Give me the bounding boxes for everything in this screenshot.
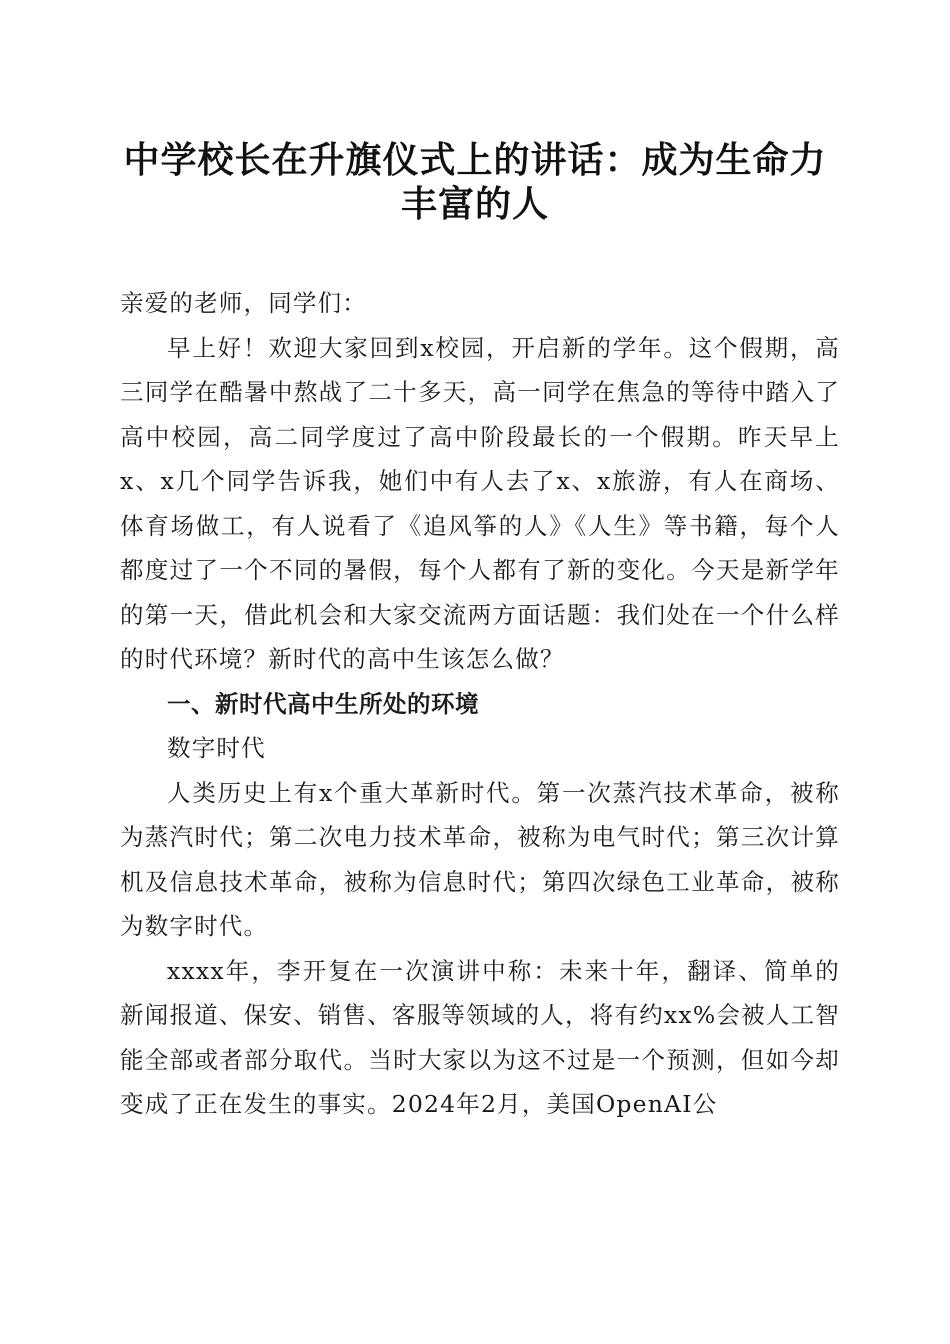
- section-heading: 一、新时代高中生所处的环境: [167, 689, 479, 718]
- paragraph-eras: 人类历史上有x个重大革新时代。第一次蒸汽技术革命，被称为蒸汽时代；第二次电力技术革命，被称为电气时代；第三次计算机及信息技术革命，被称为信息时代；第四次绿色工业革命，被称为数字时代。: [120, 778, 840, 940]
- document-title: 中学校长在升旗仪式上的讲话：成为生命力丰富的人: [123, 139, 827, 225]
- paragraph-greeting: 早上好！欢迎大家回到x校园，开启新的学年。这个假期，高三同学在酷暑中熬战了二十多天，高一同学在焦急的等待中踏入了高中校园，高二同学度过了高中阶段最长的一个假期。昨天早上x、x几个同学告诉我，她们中有人去了x、x旅游，有人在商场、体育场做工，有人说看了《追风筝的人》《人生》等书籍，每个人都度过了一个不同的暑假，每个人都有了新的变化。今天是新学年的第一天，借此机会和大家交流两方面话题：我们处在一个什么样的时代环境？新时代的高中生该怎么做？: [120, 333, 840, 673]
- document-body: [120, 281, 840, 1127]
- subsection-heading: 数字时代: [167, 734, 266, 762]
- salutation: 亲爱的老师，同学们：: [120, 289, 367, 317]
- paragraph-ai: xxxx年，李开复在一次演讲中称：未来十年，翻译、简单的新闻报道、保安、销售、客服等领域的人，将有约xx%会被人工智能全部或者部分取代。当时大家以为这不过是一个预测，但如今却变成了正在发生的事实。2024年2月，美国OpenAI公: [120, 956, 840, 1118]
